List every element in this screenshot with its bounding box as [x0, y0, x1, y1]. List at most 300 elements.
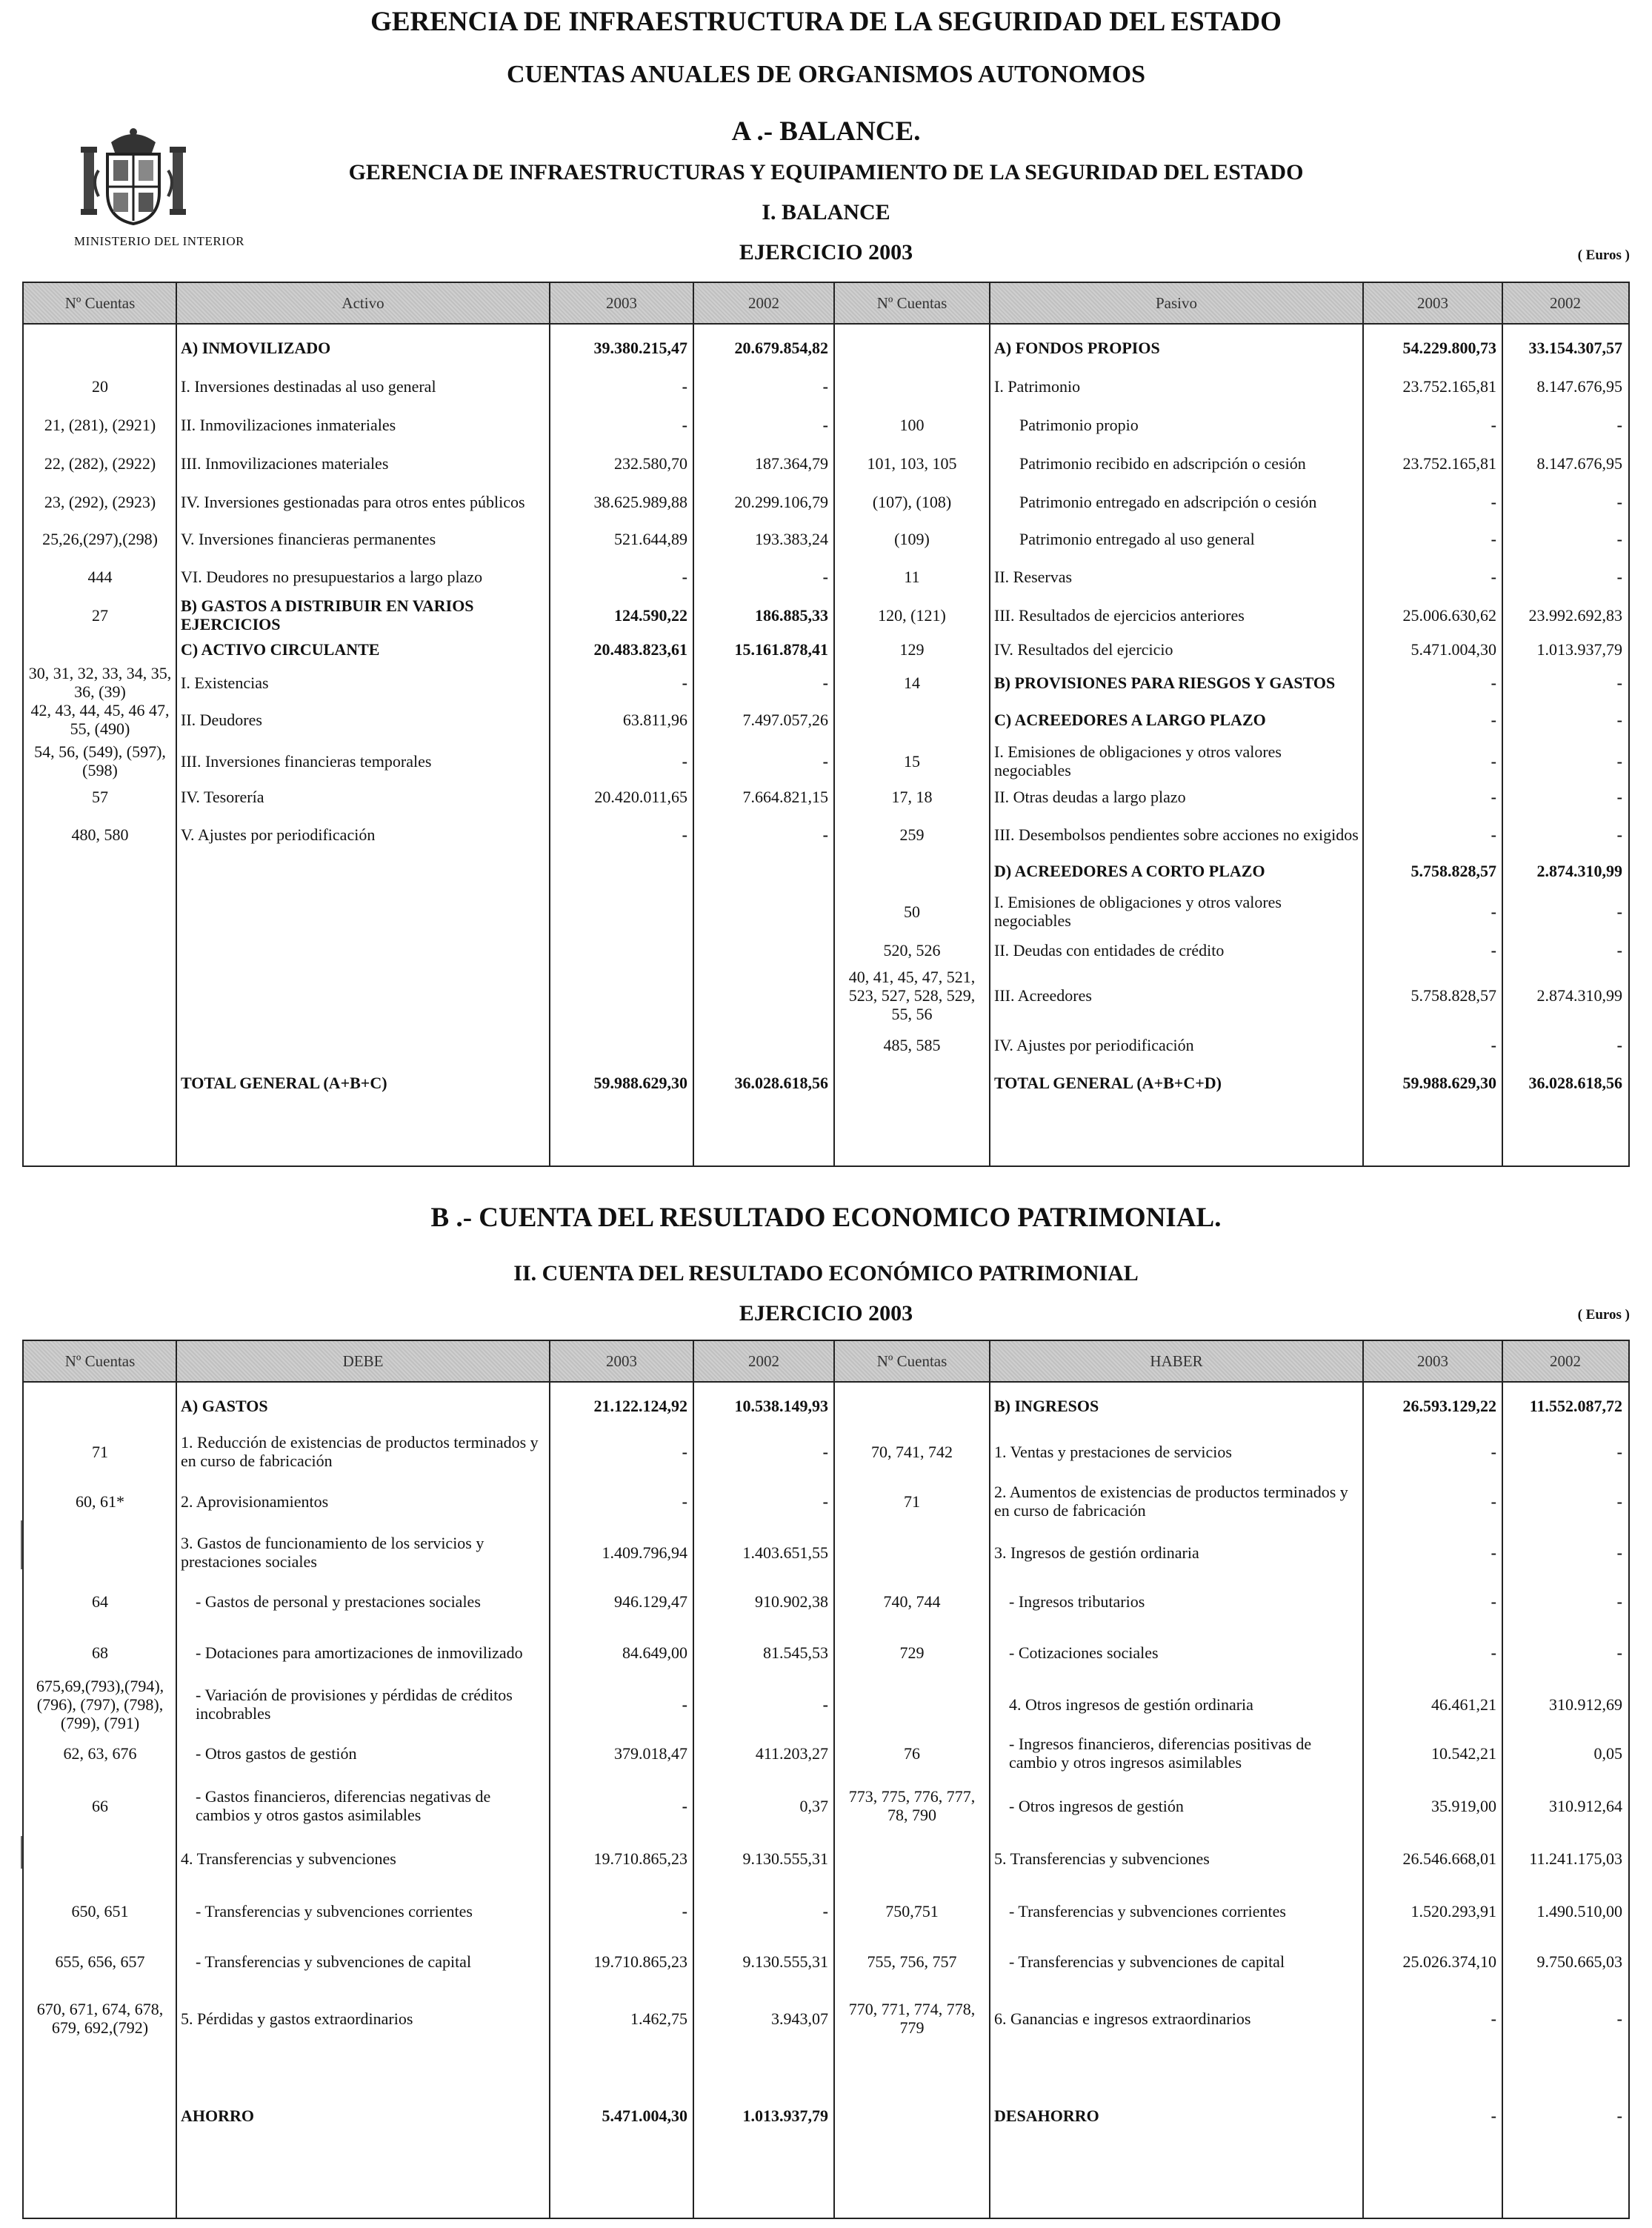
table-cell: -	[682, 1492, 687, 1511]
table-cell: (107), (108)	[872, 492, 952, 511]
table-cell: 4. Otros ingresos de gestión ordinaria	[1009, 1695, 1253, 1714]
balance-subtitle: I. BALANCE	[762, 200, 890, 225]
table-cell: -	[682, 1796, 687, 1815]
table-cell: 10.538.149,93	[734, 1396, 828, 1415]
table-cell: -	[1616, 787, 1622, 806]
table-cell: 22, (282), (2922)	[44, 453, 156, 473]
table-cell: 1.490.510,00	[1536, 1901, 1622, 1921]
table-cell: 8.147.676,95	[1536, 376, 1622, 396]
table-cell: 3. Ingresos de gestión ordinaria	[994, 1543, 1199, 1562]
table-cell: 23.992.692,83	[1528, 605, 1622, 625]
table-cell	[176, 1027, 550, 1063]
page-subtitle: CUENTAS ANUALES DE ORGANISMOS AUTONOMOS	[506, 61, 1146, 88]
table-cell: 11.241.175,03	[1529, 1849, 1622, 1868]
table-cell	[834, 1526, 990, 1578]
table-cell: 910.902,38	[755, 1592, 828, 1611]
table-cell: 9.750.665,03	[1536, 1952, 1622, 1971]
table-cell: 46.461,21	[1431, 1695, 1496, 1714]
table-cell: 57	[92, 787, 108, 806]
table-cell: 71	[904, 1492, 920, 1511]
result-subtitle: II. CUENTA DEL RESULTADO ECONÓMICO PATRIMONIAL	[513, 1261, 1139, 1286]
section-b-title: B .- CUENTA DEL RESULTADO ECONOMICO PATRIMONIAL.	[430, 1203, 1222, 1233]
table-cell	[550, 934, 693, 966]
table-cell: 655, 656, 657	[55, 1952, 145, 1971]
table-cell: I. Emisiones de obligaciones y otros valores negociables	[994, 893, 1282, 930]
table-cell	[24, 1526, 176, 1578]
table-cell: 124.590,22	[614, 605, 687, 625]
table-cell: 8.147.676,95	[1536, 453, 1622, 473]
table-cell	[834, 1387, 990, 1424]
table-cell: -	[1616, 710, 1622, 729]
table-cell: IV. Resultados del ejercicio	[994, 639, 1173, 659]
table-cell: IV. Tesorería	[181, 787, 264, 806]
table-cell	[834, 2082, 990, 2149]
table-cell: -	[682, 376, 687, 396]
table-cell: 5.471.004,30	[602, 2106, 687, 2125]
section-a-title: A .- BALANCE.	[731, 116, 921, 147]
table-cell: 411.203,27	[755, 1743, 828, 1763]
ministry-logo	[74, 126, 244, 249]
table-cell: -	[822, 825, 828, 844]
table-cell	[176, 965, 550, 1025]
table-cell: B) PROVISIONES PARA RIESGOS Y GASTOS	[994, 673, 1336, 692]
table-cell: 480, 580	[71, 825, 129, 844]
table-cell: I. Patrimonio	[994, 376, 1081, 396]
result-table	[22, 1340, 1630, 2219]
table-cell: 1.013.937,79	[1536, 639, 1622, 659]
table-cell: A) INMOVILIZADO	[181, 338, 331, 357]
table-cell: 770, 771, 774, 778, 779	[848, 2000, 976, 2037]
table-cell: B) GASTOS A DISTRIBUIR EN VARIOS EJERCICIOS	[181, 596, 474, 634]
table-cell: 4. Transferencias y subvenciones	[181, 1849, 396, 1868]
table-cell: 21, (281), (2921)	[44, 415, 156, 434]
table-header	[24, 283, 1628, 325]
table-cell: -	[1616, 1442, 1622, 1461]
table-cell: 63.811,96	[622, 710, 687, 729]
table-cell: 521.644,89	[614, 529, 687, 548]
table-cell: II. Deudores	[181, 710, 262, 729]
column-header: 2002	[1550, 294, 1581, 312]
table-cell: -	[1616, 1643, 1622, 1662]
table-cell: -	[1491, 2106, 1496, 2125]
column-header: HABER	[1150, 1352, 1203, 1370]
table-cell: 10.542,21	[1431, 1743, 1496, 1763]
table-cell: 1.013.937,79	[742, 2106, 828, 2125]
table-cell: -	[1491, 492, 1496, 511]
table-cell: (109)	[894, 529, 930, 548]
table-cell	[550, 1027, 693, 1063]
column-header: Nº Cuentas	[876, 1352, 947, 1370]
table-cell: 62, 63, 676	[63, 1743, 137, 1763]
table-cell	[24, 1064, 176, 1101]
table-cell: -	[1616, 673, 1622, 692]
table-cell	[24, 329, 176, 366]
table-cell: -	[1491, 415, 1496, 434]
table-cell: II. Otras deudas a largo plazo	[994, 787, 1186, 806]
table-cell: 2.874.310,99	[1536, 861, 1622, 880]
table-cell: 17, 18	[891, 787, 933, 806]
table-cell: - Cotizaciones sociales	[1009, 1643, 1159, 1662]
table-cell: - Variación de provisiones y pérdidas de créditos incobrables	[196, 1686, 513, 1723]
table-cell: 755, 756, 757	[867, 1952, 957, 1971]
table-cell: -	[682, 673, 687, 692]
table-cell	[24, 854, 176, 888]
table-cell: 0,05	[1593, 1743, 1622, 1763]
table-cell: III. Resultados de ejercicios anteriores	[994, 605, 1245, 625]
table-cell: -	[1616, 1543, 1622, 1562]
balance-euros-label: ( Euros )	[1577, 247, 1630, 263]
table-cell: 2. Aprovisionamientos	[181, 1492, 329, 1511]
table-cell: 310.912,64	[1549, 1796, 1622, 1815]
table-cell: 1. Ventas y prestaciones de servicios	[994, 1442, 1232, 1461]
page-title: GERENCIA DE INFRAESTRUCTURA DE LA SEGURIDAD DEL ESTADO	[370, 7, 1282, 37]
table-cell: - Gastos de personal y prestaciones sociales	[196, 1592, 481, 1611]
table-cell: 35.919,00	[1431, 1796, 1496, 1815]
table-cell: 84.649,00	[622, 1643, 687, 1662]
table-cell: 25,26,(297),(298)	[42, 529, 158, 548]
table-cell	[24, 1387, 176, 1424]
table-cell: 15.161.878,41	[734, 639, 828, 659]
table-cell: B) INGRESOS	[994, 1396, 1099, 1415]
table-cell: 740, 744	[883, 1592, 941, 1611]
column-header: 2002	[748, 1352, 779, 1370]
table-cell	[693, 854, 834, 888]
table-cell: 14	[904, 673, 920, 692]
table-cell	[24, 965, 176, 1025]
table-cell	[834, 1064, 990, 1101]
table-cell: - Transferencias y subvenciones corrientes	[196, 1901, 473, 1921]
table-cell: 54.229.800,73	[1402, 338, 1496, 357]
ministry-caption: MINISTERIO DEL INTERIOR	[74, 234, 244, 248]
table-cell: 26.593.129,22	[1402, 1396, 1496, 1415]
table-cell: -	[1616, 529, 1622, 548]
table-cell: 670, 671, 674, 678, 679, 692,(792)	[36, 2000, 164, 2037]
table-cell: -	[1491, 940, 1496, 960]
table-cell: -	[682, 567, 687, 586]
table-cell: -	[1491, 825, 1496, 844]
table-cell: 27	[92, 605, 108, 625]
table-cell: 59.988.629,30	[1402, 1073, 1496, 1092]
table-cell: -	[1616, 940, 1622, 960]
table-cell: -	[1491, 1492, 1496, 1511]
table-cell: 3. Gastos de funcionamiento de los servicios y prestaciones sociales	[181, 1534, 484, 1571]
table-cell	[176, 854, 550, 888]
table-cell	[834, 1680, 990, 1728]
column-header: DEBE	[342, 1352, 384, 1370]
table-cell	[24, 1835, 176, 1882]
table-cell: 11.552.087,72	[1529, 1396, 1622, 1415]
table-cell: - Transferencias y subvenciones de capital	[196, 1952, 472, 1971]
table-cell: - Ingresos tributarios	[1009, 1592, 1145, 1611]
table-cell	[24, 1027, 176, 1063]
table-cell: 40, 41, 45, 47, 521, 523, 527, 528, 529, 55, 56	[848, 967, 976, 1023]
table-cell: I. Existencias	[181, 673, 269, 692]
table-cell: 5. Transferencias y subvenciones	[994, 1849, 1210, 1868]
table-cell: -	[1491, 902, 1496, 921]
table-cell	[24, 934, 176, 966]
column-header: Activo	[342, 294, 384, 312]
column-header: 2003	[606, 294, 637, 312]
margin-mark	[21, 1520, 22, 1569]
table-cell: -	[1616, 2009, 1622, 2028]
table-cell: III. Acreedores	[994, 985, 1092, 1005]
table-cell: II. Inmovilizaciones inmateriales	[181, 415, 396, 434]
table-cell: -	[682, 415, 687, 434]
table-cell: 42, 43, 44, 45, 46 47, 55, (490)	[30, 701, 170, 738]
table-cell: C) ACREEDORES A LARGO PLAZO	[994, 710, 1266, 729]
table-cell: 23.752.165,81	[1402, 453, 1496, 473]
table-cell: VI. Deudores no presupuestarios a largo plazo	[181, 567, 483, 586]
table-cell: 310.912,69	[1549, 1695, 1622, 1714]
table-cell: 5. Pérdidas y gastos extraordinarios	[181, 2009, 413, 2028]
table-cell: -	[1491, 1442, 1496, 1461]
table-cell: AHORRO	[181, 2106, 254, 2125]
result-exercise: EJERCICIO 2003	[739, 1301, 913, 1326]
table-cell: 444	[87, 567, 113, 586]
table-cell	[24, 634, 176, 664]
table-cell: DESAHORRO	[994, 2106, 1099, 2125]
table-cell: 25.026.374,10	[1402, 1952, 1496, 1971]
table-cell	[176, 889, 550, 934]
table-cell: 379.018,47	[614, 1743, 687, 1763]
table-cell: -	[1491, 567, 1496, 586]
table-cell: 129	[899, 639, 925, 659]
balance-exercise: EJERCICIO 2003	[739, 240, 913, 265]
table-cell: I. Inversiones destinadas al uso general	[181, 376, 436, 396]
table-cell: 946.129,47	[614, 1592, 687, 1611]
table-cell: -	[1491, 751, 1496, 771]
table-cell: 71	[92, 1442, 108, 1461]
margin-mark	[21, 1836, 22, 1869]
table-cell: 187.364,79	[755, 453, 828, 473]
table-cell: -	[682, 825, 687, 844]
table-cell: 259	[899, 825, 925, 844]
table-cell: -	[1491, 673, 1496, 692]
table-cell: 1.462,75	[630, 2009, 687, 2028]
table-cell: 9.130.555,31	[742, 1849, 828, 1868]
table-cell: -	[1491, 787, 1496, 806]
table-cell: III. Inmovilizaciones materiales	[181, 453, 389, 473]
table-cell: 11	[904, 567, 920, 586]
table-cell: II. Reservas	[994, 567, 1073, 586]
table-cell: 5.758.828,57	[1410, 985, 1496, 1005]
table-cell: 650, 651	[71, 1901, 129, 1921]
table-cell: 186.885,33	[755, 605, 828, 625]
table-cell: 59.988.629,30	[593, 1073, 687, 1092]
column-header: 2002	[1550, 1352, 1581, 1370]
table-cell: 26.546.668,01	[1402, 1849, 1496, 1868]
table-cell: 5.471.004,30	[1410, 639, 1496, 659]
table-cell	[693, 889, 834, 934]
result-euros-label: ( Euros )	[1577, 1307, 1630, 1323]
table-cell: -	[822, 376, 828, 396]
table-cell: 0,37	[799, 1796, 828, 1815]
table-cell: - Gastos financieros, diferencias negativas de cambios y otros gastos asimilables	[196, 1787, 491, 1824]
table-cell: 70, 741, 742	[871, 1442, 953, 1461]
table-cell: TOTAL GENERAL (A+B+C)	[181, 1073, 387, 1092]
table-cell	[834, 329, 990, 366]
table-cell: - Otros ingresos de gestión	[1009, 1796, 1184, 1815]
table-cell: -	[822, 1442, 828, 1461]
table-cell: 81.545,53	[763, 1643, 828, 1662]
column-header: 2003	[1417, 294, 1448, 312]
column-header: 2002	[748, 294, 779, 312]
table-cell: 19.710.865,23	[593, 1952, 687, 1971]
table-cell: - Dotaciones para amortizaciones de inmovilizado	[196, 1643, 523, 1662]
table-cell: 20.420.011,65	[594, 787, 687, 806]
table-cell	[834, 368, 990, 405]
table-cell	[834, 704, 990, 735]
entity-title: GERENCIA DE INFRAESTRUCTURAS Y EQUIPAMIENTO DE LA SEGURIDAD DEL ESTADO	[348, 160, 1304, 184]
table-cell: -	[1616, 2106, 1622, 2125]
table-cell: 23.752.165,81	[1402, 376, 1496, 396]
table-cell: 485, 585	[883, 1035, 941, 1054]
column-header: Nº Cuentas	[876, 294, 947, 312]
table-cell: Patrimonio entregado en adscripción o cesión	[1019, 492, 1317, 511]
column-header: 2003	[606, 1352, 637, 1370]
table-cell: 2.874.310,99	[1536, 985, 1622, 1005]
table-cell	[693, 934, 834, 966]
table-cell: -	[682, 1442, 687, 1461]
table-cell: TOTAL GENERAL (A+B+C+D)	[994, 1073, 1222, 1092]
table-cell: 66	[92, 1796, 108, 1815]
table-cell: 1.409.796,94	[602, 1543, 687, 1562]
table-cell: -	[822, 1901, 828, 1921]
table-cell: 76	[904, 1743, 920, 1763]
table-cell: 38.625.989,88	[593, 492, 687, 511]
table-cell: 232.580,70	[614, 453, 687, 473]
column-header: 2003	[1417, 1352, 1448, 1370]
table-cell: 101, 103, 105	[867, 453, 957, 473]
table-cell: -	[682, 751, 687, 771]
table-cell: -	[822, 567, 828, 586]
coat-of-arms-icon	[78, 126, 189, 226]
table-cell: Patrimonio entregado al uso general	[1019, 529, 1255, 548]
table-cell: A) GASTOS	[181, 1396, 268, 1415]
table-cell: 50	[904, 902, 920, 921]
table-cell: 120, (121)	[878, 605, 946, 625]
table-cell: -	[822, 1695, 828, 1714]
table-cell: 36.028.618,56	[1528, 1073, 1622, 1092]
table-cell	[550, 854, 693, 888]
table-cell: 1. Reducción de existencias de productos terminados y en curso de fabricación	[181, 1433, 539, 1470]
table-cell: 7.664.821,15	[742, 787, 828, 806]
table-cell: 60, 61*	[76, 1492, 124, 1511]
table-cell: 773, 775, 776, 777, 78, 790	[848, 1787, 976, 1824]
table-cell: 5.758.828,57	[1410, 861, 1496, 880]
table-cell: -	[1616, 492, 1622, 511]
table-cell: 20	[92, 376, 108, 396]
balance-table	[22, 282, 1630, 1167]
table-cell	[550, 889, 693, 934]
table-cell: IV. Ajustes por periodificación	[994, 1035, 1194, 1054]
table-cell: -	[1491, 529, 1496, 548]
table-cell	[693, 965, 834, 1025]
table-cell: 100	[899, 415, 925, 434]
table-cell: III. Desembolsos pendientes sobre acciones no exigidos	[994, 825, 1359, 844]
table-cell: Patrimonio propio	[1019, 415, 1139, 434]
table-cell	[693, 1027, 834, 1063]
table-cell: 54, 56, (549), (597), (598)	[34, 742, 166, 779]
table-cell: -	[1491, 1543, 1496, 1562]
table-cell: -	[822, 751, 828, 771]
table-cell: -	[822, 415, 828, 434]
table-cell: 20.483.823,61	[593, 639, 687, 659]
table-cell: -	[1491, 1035, 1496, 1054]
table-cell: IV. Inversiones gestionadas para otros entes públicos	[181, 492, 525, 511]
table-cell: - Otros gastos de gestión	[196, 1743, 357, 1763]
table-cell: A) FONDOS PROPIOS	[994, 338, 1160, 357]
table-cell: 729	[899, 1643, 925, 1662]
table-cell: 68	[92, 1643, 108, 1662]
table-cell: -	[1491, 1643, 1496, 1662]
table-cell: 36.028.618,56	[734, 1073, 828, 1092]
table-cell: 64	[92, 1592, 108, 1611]
table-cell: 30, 31, 32, 33, 34, 35, 36, (39)	[28, 664, 172, 701]
table-cell: Patrimonio recibido en adscripción o cesión	[1019, 453, 1306, 473]
table-cell: 25.006.630,62	[1402, 605, 1496, 625]
table-header	[24, 1341, 1628, 1383]
table-cell: III. Inversiones financieras temporales	[181, 751, 432, 771]
table-cell: 1.403.651,55	[742, 1543, 828, 1562]
column-header: Pasivo	[1155, 294, 1197, 312]
table-cell: -	[682, 1901, 687, 1921]
table-cell: -	[1616, 415, 1622, 434]
table-cell: 6. Ganancias e ingresos extraordinarios	[994, 2009, 1251, 2028]
table-cell: 20.299.106,79	[734, 492, 828, 511]
table-cell: 39.380.215,47	[593, 338, 687, 357]
table-cell: 23, (292), (2923)	[44, 492, 156, 511]
table-cell: V. Inversiones financieras permanentes	[181, 529, 436, 548]
table-cell: 193.383,24	[755, 529, 828, 548]
table-cell: - Ingresos financieros, diferencias positivas de cambio y otros ingresos asimilables	[1009, 1735, 1312, 1772]
table-cell: 33.154.307,57	[1528, 338, 1622, 357]
table-cell: 750,751	[885, 1901, 939, 1921]
table-cell: - Transferencias y subvenciones de capital	[1009, 1952, 1285, 1971]
table-cell: 2. Aumentos de existencias de productos terminados y en curso de fabricación	[994, 1483, 1348, 1520]
table-cell: -	[1616, 567, 1622, 586]
table-cell	[834, 854, 990, 888]
table-cell: 19.710.865,23	[593, 1849, 687, 1868]
table-cell: 7.497.057,26	[742, 710, 828, 729]
table-cell: -	[1491, 2009, 1496, 2028]
column-header: Nº Cuentas	[64, 1352, 136, 1370]
table-cell: 15	[904, 751, 920, 771]
table-cell: 9.130.555,31	[742, 1952, 828, 1971]
table-cell: -	[1616, 1035, 1622, 1054]
table-cell: -	[1616, 902, 1622, 921]
table-cell: 21.122.124,92	[593, 1396, 687, 1415]
table-cell: -	[822, 1492, 828, 1511]
table-cell	[834, 1835, 990, 1882]
table-cell: 1.520.293,91	[1410, 1901, 1496, 1921]
table-cell: 3.943,07	[771, 2009, 828, 2028]
table-cell: -	[1616, 751, 1622, 771]
table-cell: -	[1616, 1492, 1622, 1511]
table-cell: -	[1491, 710, 1496, 729]
table-cell	[550, 965, 693, 1025]
table-cell: - Transferencias y subvenciones corrientes	[1009, 1901, 1286, 1921]
table-cell	[24, 889, 176, 934]
table-cell: -	[822, 673, 828, 692]
table-cell: I. Emisiones de obligaciones y otros valores negociables	[994, 742, 1282, 779]
table-cell: -	[682, 1695, 687, 1714]
table-cell: -	[1616, 825, 1622, 844]
table-cell: -	[1616, 1592, 1622, 1611]
table-cell: 675,69,(793),(794), (796), (797), (798), (799), (791)	[36, 1676, 164, 1732]
table-cell: C) ACTIVO CIRCULANTE	[181, 639, 380, 659]
table-cell: D) ACREEDORES A CORTO PLAZO	[994, 861, 1265, 880]
